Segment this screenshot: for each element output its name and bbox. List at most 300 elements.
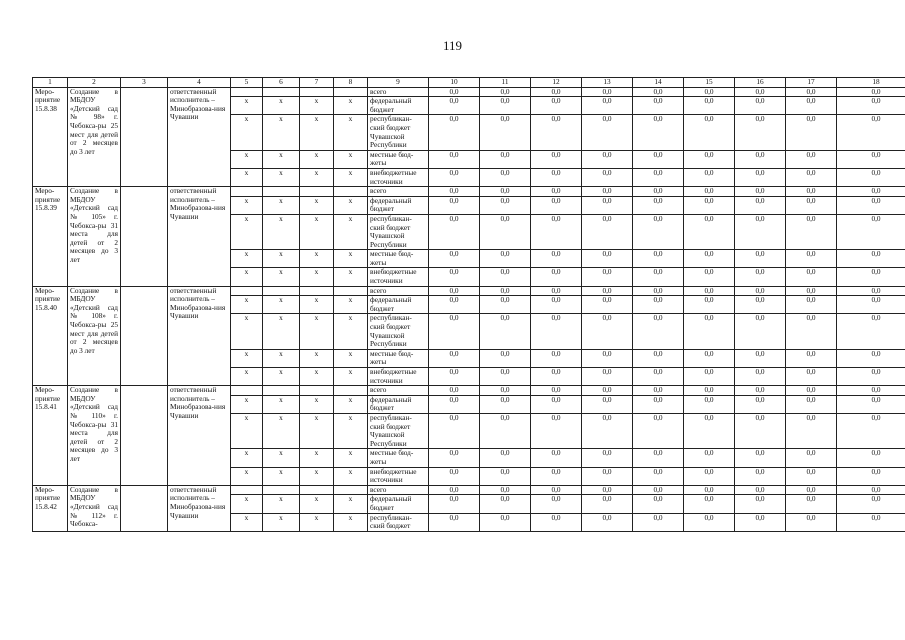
mark-cell: x	[263, 97, 300, 115]
funding-source-cell: федеральный бюджет	[368, 97, 429, 115]
mark-cell: x	[300, 467, 334, 485]
mark-cell: x	[334, 395, 368, 413]
value-cell: 0,0	[837, 485, 905, 495]
column-number-cell: 1	[33, 78, 68, 88]
value-cell: 0,0	[786, 386, 837, 396]
mark-cell: x	[263, 467, 300, 485]
funding-source-cell: местные бюд-жеты	[368, 449, 429, 467]
value-cell: 0,0	[786, 449, 837, 467]
value-cell: 0,0	[633, 168, 684, 186]
value-cell: 0,0	[684, 368, 735, 386]
value-cell: 0,0	[531, 485, 582, 495]
value-cell: 0,0	[735, 368, 786, 386]
value-cell: 0,0	[735, 168, 786, 186]
value-cell: 0,0	[480, 87, 531, 97]
value-cell: 0,0	[582, 349, 633, 367]
value-cell: 0,0	[684, 150, 735, 168]
funding-source-cell: федеральный бюджет	[368, 296, 429, 314]
value-cell: 0,0	[837, 296, 905, 314]
object-cell: Создание в МБДОУ «Детский сад № 105» г. Чебокса-ры 31 места для детей от 2 месяцев до 3 лет	[68, 187, 121, 287]
mark-cell: x	[231, 115, 263, 150]
value-cell: 0,0	[633, 349, 684, 367]
value-cell: 0,0	[684, 485, 735, 495]
mark-cell: x	[263, 168, 300, 186]
mark-cell: x	[300, 214, 334, 249]
mark-cell: x	[263, 395, 300, 413]
mark-cell: x	[334, 196, 368, 214]
mark-cell	[334, 386, 368, 396]
value-cell: 0,0	[786, 268, 837, 286]
column-number-cell: 4	[168, 78, 231, 88]
value-cell: 0,0	[480, 115, 531, 150]
value-cell: 0,0	[531, 314, 582, 349]
value-cell: 0,0	[429, 268, 480, 286]
value-cell: 0,0	[735, 286, 786, 296]
funding-source-cell: республикан-ский бюджет Чувашской Республики	[368, 214, 429, 249]
budget-table	[32, 77, 905, 532]
mark-cell	[334, 187, 368, 197]
value-cell: 0,0	[582, 314, 633, 349]
mark-cell	[231, 187, 263, 197]
mark-cell: x	[263, 214, 300, 249]
value-cell: 0,0	[531, 115, 582, 150]
value-cell: 0,0	[429, 286, 480, 296]
table-row	[33, 386, 905, 396]
mark-cell: x	[231, 250, 263, 268]
value-cell: 0,0	[633, 214, 684, 249]
value-cell: 0,0	[837, 386, 905, 396]
mark-cell	[263, 485, 300, 495]
mark-cell: x	[231, 413, 263, 448]
value-cell: 0,0	[429, 187, 480, 197]
value-cell: 0,0	[480, 150, 531, 168]
value-cell: 0,0	[480, 314, 531, 349]
value-cell: 0,0	[582, 97, 633, 115]
mark-cell: x	[263, 513, 300, 531]
mark-cell: x	[300, 495, 334, 513]
page-number: 119	[442, 38, 463, 53]
value-cell: 0,0	[786, 150, 837, 168]
value-cell: 0,0	[531, 495, 582, 513]
column-number-cell: 13	[582, 78, 633, 88]
mark-cell: x	[300, 413, 334, 448]
value-cell: 0,0	[735, 314, 786, 349]
value-cell: 0,0	[735, 413, 786, 448]
value-cell: 0,0	[582, 395, 633, 413]
mark-cell: x	[231, 513, 263, 531]
object-cell: Создание в МБДОУ «Детский сад № 110» г. Чебокса-ры 31 места для детей от 2 месяцев до 3 лет	[68, 386, 121, 486]
value-cell: 0,0	[480, 196, 531, 214]
funding-source-cell: республикан-ский бюджет Чувашской Республики	[368, 115, 429, 150]
funding-source-cell: местные бюд-жеты	[368, 349, 429, 367]
value-cell: 0,0	[684, 495, 735, 513]
empty-cell	[121, 87, 168, 187]
executor-cell: ответственный исполнитель – Минобразова-ния Чувашии	[168, 87, 231, 187]
value-cell: 0,0	[429, 386, 480, 396]
value-cell: 0,0	[684, 386, 735, 396]
mark-cell	[334, 485, 368, 495]
object-cell: Создание в МБДОУ «Детский сад № 98» г. Чебокса-ры 25 мест для детей от 2 месяцев до 3 лет	[68, 87, 121, 187]
value-cell: 0,0	[531, 368, 582, 386]
value-cell: 0,0	[633, 485, 684, 495]
mark-cell: x	[231, 196, 263, 214]
value-cell: 0,0	[684, 87, 735, 97]
value-cell: 0,0	[480, 467, 531, 485]
executor-cell: ответственный исполнитель – Минобразова-ния Чувашии	[168, 286, 231, 386]
value-cell: 0,0	[429, 87, 480, 97]
value-cell: 0,0	[582, 485, 633, 495]
mark-cell	[300, 286, 334, 296]
value-cell: 0,0	[531, 296, 582, 314]
mark-cell: x	[231, 368, 263, 386]
column-number-cell: 3	[121, 78, 168, 88]
funding-source-cell: внебюджетные источники	[368, 467, 429, 485]
funding-source-cell: внебюджетные источники	[368, 168, 429, 186]
table-row	[33, 187, 905, 197]
table-row	[33, 286, 905, 296]
value-cell: 0,0	[582, 150, 633, 168]
value-cell: 0,0	[429, 485, 480, 495]
value-cell: 0,0	[786, 214, 837, 249]
mark-cell	[334, 87, 368, 97]
value-cell: 0,0	[786, 286, 837, 296]
value-cell: 0,0	[684, 314, 735, 349]
event-cell: Меро-приятие 15.8.39	[33, 187, 68, 287]
value-cell: 0,0	[633, 250, 684, 268]
value-cell: 0,0	[531, 214, 582, 249]
value-cell: 0,0	[531, 150, 582, 168]
value-cell: 0,0	[531, 413, 582, 448]
value-cell: 0,0	[633, 395, 684, 413]
value-cell: 0,0	[684, 413, 735, 448]
column-number-cell: 12	[531, 78, 582, 88]
mark-cell: x	[231, 97, 263, 115]
funding-source-cell: местные бюд-жеты	[368, 250, 429, 268]
mark-cell: x	[263, 250, 300, 268]
column-number-cell: 17	[786, 78, 837, 88]
value-cell: 0,0	[480, 286, 531, 296]
column-number-cell: 7	[300, 78, 334, 88]
value-cell: 0,0	[531, 268, 582, 286]
mark-cell: x	[231, 467, 263, 485]
mark-cell: x	[231, 214, 263, 249]
value-cell: 0,0	[837, 87, 905, 97]
mark-cell: x	[334, 250, 368, 268]
value-cell: 0,0	[582, 386, 633, 396]
mark-cell	[300, 187, 334, 197]
mark-cell: x	[300, 395, 334, 413]
mark-cell: x	[263, 150, 300, 168]
funding-source-cell: республикан-ский бюджет Чувашской Республики	[368, 413, 429, 448]
mark-cell: x	[263, 314, 300, 349]
value-cell: 0,0	[480, 386, 531, 396]
value-cell: 0,0	[735, 115, 786, 150]
value-cell: 0,0	[429, 513, 480, 531]
value-cell: 0,0	[429, 214, 480, 249]
column-number-cell: 14	[633, 78, 684, 88]
value-cell: 0,0	[837, 150, 905, 168]
value-cell: 0,0	[837, 349, 905, 367]
value-cell: 0,0	[480, 250, 531, 268]
value-cell: 0,0	[837, 467, 905, 485]
mark-cell: x	[231, 349, 263, 367]
value-cell: 0,0	[480, 296, 531, 314]
value-cell: 0,0	[786, 168, 837, 186]
mark-cell: x	[334, 495, 368, 513]
value-cell: 0,0	[735, 449, 786, 467]
value-cell: 0,0	[429, 250, 480, 268]
mark-cell	[263, 286, 300, 296]
value-cell: 0,0	[684, 187, 735, 197]
value-cell: 0,0	[531, 467, 582, 485]
value-cell: 0,0	[429, 349, 480, 367]
value-cell: 0,0	[786, 495, 837, 513]
value-cell: 0,0	[633, 513, 684, 531]
funding-source-cell: республикан-ский бюджет Чувашской Республики	[368, 314, 429, 349]
value-cell: 0,0	[633, 368, 684, 386]
value-cell: 0,0	[480, 413, 531, 448]
mark-cell: x	[263, 413, 300, 448]
value-cell: 0,0	[531, 87, 582, 97]
value-cell: 0,0	[786, 368, 837, 386]
value-cell: 0,0	[429, 449, 480, 467]
mark-cell	[263, 87, 300, 97]
value-cell: 0,0	[684, 395, 735, 413]
value-cell: 0,0	[837, 187, 905, 197]
mark-cell: x	[300, 513, 334, 531]
mark-cell: x	[263, 495, 300, 513]
value-cell: 0,0	[531, 349, 582, 367]
funding-source-cell: внебюджетные источники	[368, 268, 429, 286]
mark-cell: x	[231, 150, 263, 168]
empty-cell	[121, 286, 168, 386]
value-cell: 0,0	[429, 495, 480, 513]
mark-cell: x	[263, 268, 300, 286]
mark-cell	[231, 87, 263, 97]
mark-cell: x	[300, 296, 334, 314]
value-cell: 0,0	[837, 495, 905, 513]
value-cell: 0,0	[684, 513, 735, 531]
mark-cell: x	[334, 513, 368, 531]
mark-cell: x	[263, 115, 300, 150]
value-cell: 0,0	[429, 413, 480, 448]
value-cell: 0,0	[633, 187, 684, 197]
mark-cell: x	[334, 168, 368, 186]
value-cell: 0,0	[582, 413, 633, 448]
value-cell: 0,0	[480, 485, 531, 495]
funding-source-cell: внебюджетные источники	[368, 368, 429, 386]
mark-cell: x	[334, 214, 368, 249]
mark-cell: x	[231, 449, 263, 467]
value-cell: 0,0	[633, 314, 684, 349]
event-cell: Меро-приятие 15.8.40	[33, 286, 68, 386]
mark-cell: x	[334, 467, 368, 485]
value-cell: 0,0	[633, 115, 684, 150]
mark-cell: x	[300, 115, 334, 150]
value-cell: 0,0	[429, 467, 480, 485]
column-number-cell: 2	[68, 78, 121, 88]
value-cell: 0,0	[531, 250, 582, 268]
value-cell: 0,0	[480, 495, 531, 513]
value-cell: 0,0	[531, 449, 582, 467]
value-cell: 0,0	[633, 286, 684, 296]
mark-cell: x	[300, 314, 334, 349]
value-cell: 0,0	[531, 395, 582, 413]
value-cell: 0,0	[633, 97, 684, 115]
mark-cell: x	[300, 368, 334, 386]
mark-cell: x	[300, 449, 334, 467]
mark-cell	[231, 286, 263, 296]
value-cell: 0,0	[786, 97, 837, 115]
column-number-cell: 11	[480, 78, 531, 88]
mark-cell	[263, 187, 300, 197]
value-cell: 0,0	[837, 413, 905, 448]
value-cell: 0,0	[837, 513, 905, 531]
mark-cell: x	[263, 196, 300, 214]
value-cell: 0,0	[735, 485, 786, 495]
value-cell: 0,0	[480, 395, 531, 413]
column-number-cell: 6	[263, 78, 300, 88]
mark-cell	[334, 286, 368, 296]
value-cell: 0,0	[786, 250, 837, 268]
value-cell: 0,0	[633, 150, 684, 168]
value-cell: 0,0	[633, 413, 684, 448]
value-cell: 0,0	[531, 168, 582, 186]
value-cell: 0,0	[735, 214, 786, 249]
mark-cell: x	[231, 395, 263, 413]
value-cell: 0,0	[735, 150, 786, 168]
value-cell: 0,0	[582, 115, 633, 150]
value-cell: 0,0	[633, 495, 684, 513]
value-cell: 0,0	[786, 513, 837, 531]
column-number-cell: 8	[334, 78, 368, 88]
column-number-cell: 15	[684, 78, 735, 88]
value-cell: 0,0	[582, 268, 633, 286]
object-cell: Создание в МБДОУ «Детский сад № 112» г. Чебокса-	[68, 485, 121, 531]
funding-source-cell: федеральный бюджет	[368, 196, 429, 214]
value-cell: 0,0	[684, 268, 735, 286]
column-number-cell: 5	[231, 78, 263, 88]
value-cell: 0,0	[582, 368, 633, 386]
value-cell: 0,0	[786, 187, 837, 197]
mark-cell: x	[334, 97, 368, 115]
value-cell: 0,0	[633, 467, 684, 485]
value-cell: 0,0	[837, 368, 905, 386]
mark-cell: x	[334, 349, 368, 367]
value-cell: 0,0	[633, 87, 684, 97]
mark-cell: x	[334, 368, 368, 386]
value-cell: 0,0	[582, 495, 633, 513]
object-cell: Создание в МБДОУ «Детский сад № 108» г. Чебокса-ры 25 мест для детей от 2 месяцев до 3 лет	[68, 286, 121, 386]
value-cell: 0,0	[633, 449, 684, 467]
funding-source-cell: всего	[368, 187, 429, 197]
mark-cell: x	[263, 349, 300, 367]
mark-cell: x	[231, 296, 263, 314]
value-cell: 0,0	[735, 268, 786, 286]
value-cell: 0,0	[786, 196, 837, 214]
value-cell: 0,0	[837, 395, 905, 413]
funding-source-cell: всего	[368, 386, 429, 396]
value-cell: 0,0	[429, 368, 480, 386]
value-cell: 0,0	[735, 196, 786, 214]
value-cell: 0,0	[582, 187, 633, 197]
value-cell: 0,0	[582, 449, 633, 467]
column-number-cell: 9	[368, 78, 429, 88]
value-cell: 0,0	[582, 467, 633, 485]
value-cell: 0,0	[684, 168, 735, 186]
value-cell: 0,0	[684, 286, 735, 296]
value-cell: 0,0	[786, 314, 837, 349]
value-cell: 0,0	[582, 286, 633, 296]
value-cell: 0,0	[429, 296, 480, 314]
column-number-cell: 10	[429, 78, 480, 88]
value-cell: 0,0	[429, 314, 480, 349]
mark-cell: x	[263, 296, 300, 314]
empty-cell	[121, 386, 168, 486]
value-cell: 0,0	[633, 196, 684, 214]
mark-cell: x	[334, 296, 368, 314]
value-cell: 0,0	[684, 349, 735, 367]
funding-source-cell: всего	[368, 87, 429, 97]
mark-cell	[231, 386, 263, 396]
value-cell: 0,0	[531, 286, 582, 296]
event-cell: Меро-приятие 15.8.41	[33, 386, 68, 486]
value-cell: 0,0	[735, 349, 786, 367]
value-cell: 0,0	[684, 296, 735, 314]
value-cell: 0,0	[735, 87, 786, 97]
value-cell: 0,0	[786, 115, 837, 150]
value-cell: 0,0	[633, 386, 684, 396]
mark-cell: x	[300, 150, 334, 168]
value-cell: 0,0	[480, 513, 531, 531]
value-cell: 0,0	[837, 449, 905, 467]
value-cell: 0,0	[429, 150, 480, 168]
value-cell: 0,0	[786, 296, 837, 314]
value-cell: 0,0	[531, 513, 582, 531]
value-cell: 0,0	[837, 115, 905, 150]
value-cell: 0,0	[582, 196, 633, 214]
value-cell: 0,0	[786, 87, 837, 97]
value-cell: 0,0	[786, 395, 837, 413]
value-cell: 0,0	[735, 250, 786, 268]
value-cell: 0,0	[684, 196, 735, 214]
value-cell: 0,0	[735, 495, 786, 513]
event-cell: Меро-приятие 15.8.38	[33, 87, 68, 187]
mark-cell: x	[300, 268, 334, 286]
value-cell: 0,0	[837, 97, 905, 115]
value-cell: 0,0	[735, 395, 786, 413]
value-cell: 0,0	[735, 467, 786, 485]
value-cell: 0,0	[837, 286, 905, 296]
empty-cell	[121, 485, 168, 531]
mark-cell: x	[334, 449, 368, 467]
funding-source-cell: республикан-ский бюджет	[368, 513, 429, 531]
value-cell: 0,0	[684, 449, 735, 467]
value-cell: 0,0	[429, 97, 480, 115]
value-cell: 0,0	[786, 349, 837, 367]
value-cell: 0,0	[837, 196, 905, 214]
value-cell: 0,0	[480, 97, 531, 115]
mark-cell: x	[300, 168, 334, 186]
executor-cell: ответственный исполнитель – Минобразова-ния Чувашии	[168, 187, 231, 287]
mark-cell	[263, 386, 300, 396]
value-cell: 0,0	[735, 187, 786, 197]
table-row	[33, 87, 905, 97]
value-cell: 0,0	[429, 395, 480, 413]
mark-cell: x	[334, 314, 368, 349]
executor-cell: ответственный исполнитель – Минобразова-ния Чувашии	[168, 386, 231, 486]
value-cell: 0,0	[837, 214, 905, 249]
